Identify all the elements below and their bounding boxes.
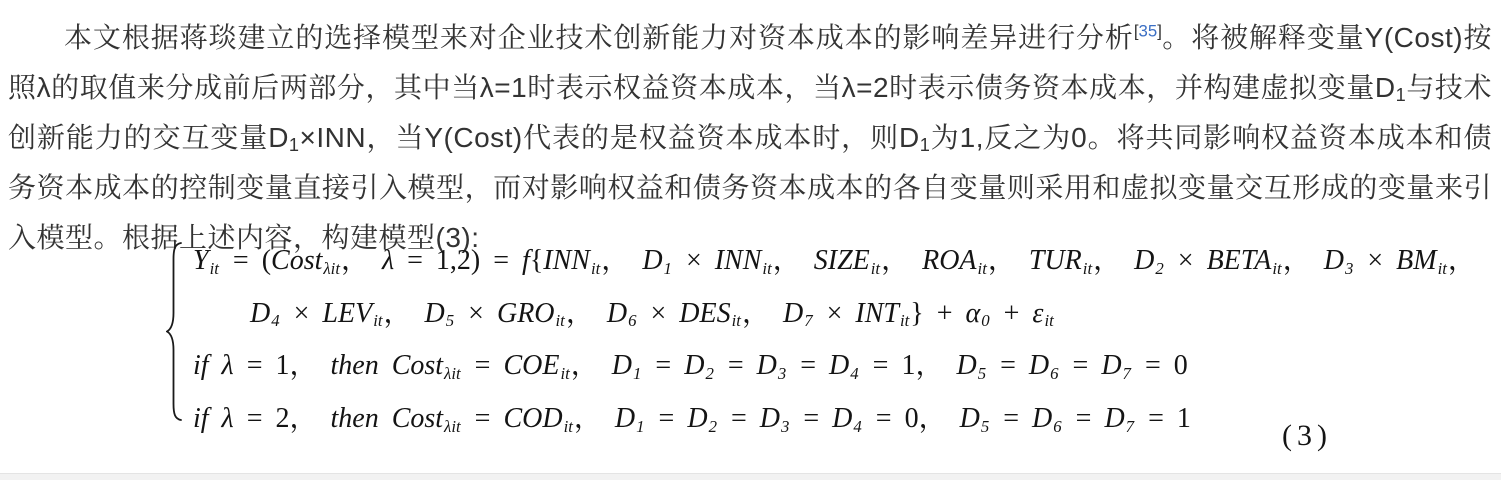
- formula-token: D: [782, 297, 804, 329]
- formula-token: BETA: [1206, 245, 1272, 276]
- formula-token: D: [614, 403, 636, 435]
- formula-token: =: [1062, 403, 1105, 435]
- formula-token: ，: [772, 245, 814, 276]
- formula-token: = 2，: [233, 403, 331, 435]
- formula-token: =: [642, 350, 685, 382]
- citation-bracket-open: [: [1133, 21, 1139, 41]
- formula-token: ，: [383, 297, 425, 329]
- formula-token: ×: [1354, 245, 1397, 276]
- formula-token: 4: [850, 364, 859, 384]
- formula-token: ，: [1282, 245, 1324, 276]
- formula-token: then Cost: [330, 403, 444, 435]
- formula-token: = 1: [1135, 403, 1191, 435]
- formula-token: it: [899, 311, 910, 331]
- formula-token: D: [959, 403, 980, 435]
- formula-token: SIZE: [813, 245, 870, 276]
- formula-token: 4: [853, 416, 862, 436]
- formula-token: = 0，: [862, 403, 960, 435]
- formula-token: 2: [1155, 258, 1164, 278]
- formula-token: DES: [679, 297, 731, 329]
- citation-bracket-close: ]: [1157, 21, 1162, 41]
- formula-token: 5: [977, 364, 987, 384]
- paragraph-run-4: ×INN，当Y(Cost)代表的是权益资本成本时，则D: [299, 122, 920, 153]
- formula-token: ×: [813, 297, 856, 329]
- formula-token: 6: [1053, 416, 1062, 436]
- formula-token: 1: [633, 364, 642, 384]
- formula-token: 7: [1125, 416, 1135, 436]
- formula-token: =: [461, 350, 504, 382]
- formula-token: λit: [444, 364, 461, 384]
- formula-token: 3: [780, 416, 790, 436]
- formula-token: D: [642, 245, 663, 276]
- formula-token: = 1，: [859, 350, 957, 382]
- formula-token: it: [762, 258, 772, 278]
- formula-token: it: [560, 364, 570, 384]
- formula-token: GRO: [496, 297, 555, 329]
- formula-token: ，: [741, 297, 783, 329]
- formula-token: it: [870, 258, 881, 278]
- formula-token: D: [424, 297, 445, 329]
- formula-token: ，: [1447, 245, 1476, 276]
- formula-token: LEV: [322, 297, 373, 329]
- formula-token: if λ: [193, 350, 234, 382]
- formula-token: D: [1028, 350, 1050, 382]
- formula-token: λ: [382, 245, 395, 276]
- formula-token: D: [756, 350, 777, 382]
- formula-token: it: [1437, 258, 1447, 278]
- formula-token: = 0: [1131, 350, 1188, 382]
- formula-token: ×: [1164, 245, 1207, 276]
- formula-token: =: [990, 403, 1033, 435]
- formula-token: COE: [503, 350, 560, 382]
- formula-token: 3: [1344, 258, 1354, 278]
- paragraph-run-1: 本文根据蒋琰建立的选择模型来对企业技术创新能力对资本成本的影响差异进行分析: [64, 22, 1134, 53]
- formula-token: 2: [705, 364, 714, 384]
- formula-token: D: [1323, 245, 1344, 276]
- formula-line-2: [193, 291, 1476, 344]
- formula-token: then Cost: [330, 350, 444, 382]
- paragraph-run-2: 。将被解释变量Y(Cost)按照λ的取值来分成前后两部分，其中当λ=1时表示权益资本成本，当λ=2时表示债务资本成本，并构建虚拟变量D: [8, 22, 1492, 103]
- formula-token: α: [965, 297, 981, 329]
- formula-token: 1: [636, 416, 645, 436]
- formula-token: 6: [1050, 364, 1059, 384]
- formula-token: D: [1101, 350, 1122, 382]
- formula-token: D: [956, 350, 977, 382]
- citation-number: 35: [1138, 21, 1158, 41]
- formula-line-1: [193, 238, 1476, 291]
- formula-token: 4: [271, 311, 280, 331]
- formula-token: = 1，: [233, 350, 331, 382]
- formula-token: D: [832, 403, 853, 435]
- formula-token: it: [977, 258, 987, 278]
- formula-token: ，: [881, 245, 923, 276]
- formula-token: } +: [910, 297, 966, 329]
- formula-token: D: [687, 403, 708, 435]
- formula-token: D: [606, 297, 628, 329]
- formula-token: ROA: [922, 245, 977, 276]
- formula-token: 5: [445, 311, 455, 331]
- formula-token: 7: [1122, 364, 1131, 384]
- scrollbar-horizontal[interactable]: [0, 473, 1501, 480]
- formula-token: Y: [193, 245, 209, 276]
- formula-token: Cost: [271, 245, 323, 276]
- formula-token: D: [684, 350, 705, 382]
- formula-token: it: [373, 311, 383, 331]
- formula-token: ，: [1093, 245, 1135, 276]
- formula-token: =: [645, 403, 688, 435]
- equation-number: (3): [1282, 419, 1332, 452]
- formula-token: D: [1032, 403, 1053, 435]
- formula-token: λit: [323, 258, 340, 278]
- formula-token: ×: [637, 297, 680, 329]
- formula-token: f: [522, 245, 530, 276]
- formula-token: ，: [987, 245, 1029, 276]
- formula-token: D: [1134, 245, 1155, 276]
- formula-token: =: [987, 350, 1029, 382]
- formula-token: if λ: [193, 403, 234, 435]
- formula-token: ，: [601, 245, 643, 276]
- formula-token: +: [990, 297, 1033, 329]
- formula-token: =: [714, 350, 757, 382]
- paragraph-run-5: 为1,反之为0。将共同影响权益资本成本和债务资本成本的控制变量直接引入模型，而对影响权益和债务资本成本的各自变量则采用和虚拟变量交互形成的变量来引入模型。根据上述内容，构建模型(3):: [8, 122, 1492, 253]
- formula-token: ε: [1032, 297, 1044, 329]
- formula-token: it: [590, 258, 601, 278]
- formula-token: ，: [340, 245, 382, 276]
- formula-lines: [193, 238, 1476, 449]
- formula-token: INT: [855, 297, 899, 329]
- formula-token: λit: [444, 416, 461, 436]
- formula-token: {: [529, 245, 544, 276]
- formula-token: it: [563, 416, 573, 436]
- formula-token: D: [759, 403, 780, 435]
- formula-token: 2: [708, 416, 717, 436]
- formula-token: TUR: [1028, 245, 1082, 276]
- citation-ref-35[interactable]: [1134, 22, 1162, 41]
- formula-token: =: [461, 403, 504, 435]
- formula-token: ×: [280, 297, 323, 329]
- formula-token: 5: [980, 416, 990, 436]
- formula-token: 1: [663, 258, 672, 278]
- formula-token: ，: [565, 297, 607, 329]
- formula-token: ×: [672, 245, 715, 276]
- formula-token: ，: [570, 350, 612, 382]
- formula-token: 0: [981, 311, 990, 331]
- formula-token: 3: [777, 364, 787, 384]
- formula-token: ，: [573, 403, 615, 435]
- formula-token: = 1,2) =: [394, 245, 523, 276]
- formula-token: it: [1082, 258, 1093, 278]
- formula-token: INN: [543, 245, 590, 276]
- formula-token: D: [611, 350, 633, 382]
- formula-token: D: [250, 297, 271, 329]
- left-curly-brace: [166, 241, 184, 422]
- formula-token: COD: [503, 403, 563, 435]
- subscript-d1: 1: [1395, 85, 1407, 105]
- equation-3-block: [166, 238, 1476, 449]
- formula-token: D: [829, 350, 850, 382]
- formula-token: 6: [628, 311, 637, 331]
- subscript-d1: 1: [288, 135, 300, 155]
- formula-line-3: [193, 343, 1476, 396]
- formula-token: it: [555, 311, 565, 331]
- formula-token: ×: [455, 297, 497, 329]
- formula-token: INN: [714, 245, 762, 276]
- subscript-d1: 1: [919, 135, 931, 155]
- formula-token: =: [787, 350, 830, 382]
- formula-token: it: [209, 258, 219, 278]
- formula-token: 7: [804, 311, 813, 331]
- paragraph-run-3: 与技术创新能力的交互变量D: [8, 72, 1492, 153]
- formula-token: =: [790, 403, 833, 435]
- formula-token: it: [731, 311, 741, 331]
- formula-token: D: [1104, 403, 1125, 435]
- formula-token: it: [1272, 258, 1282, 278]
- formula-token: it: [1044, 311, 1054, 331]
- formula-token: = (: [219, 245, 272, 276]
- formula-token: =: [1059, 350, 1102, 382]
- formula-token: BM: [1396, 245, 1437, 276]
- formula-token: =: [717, 403, 760, 435]
